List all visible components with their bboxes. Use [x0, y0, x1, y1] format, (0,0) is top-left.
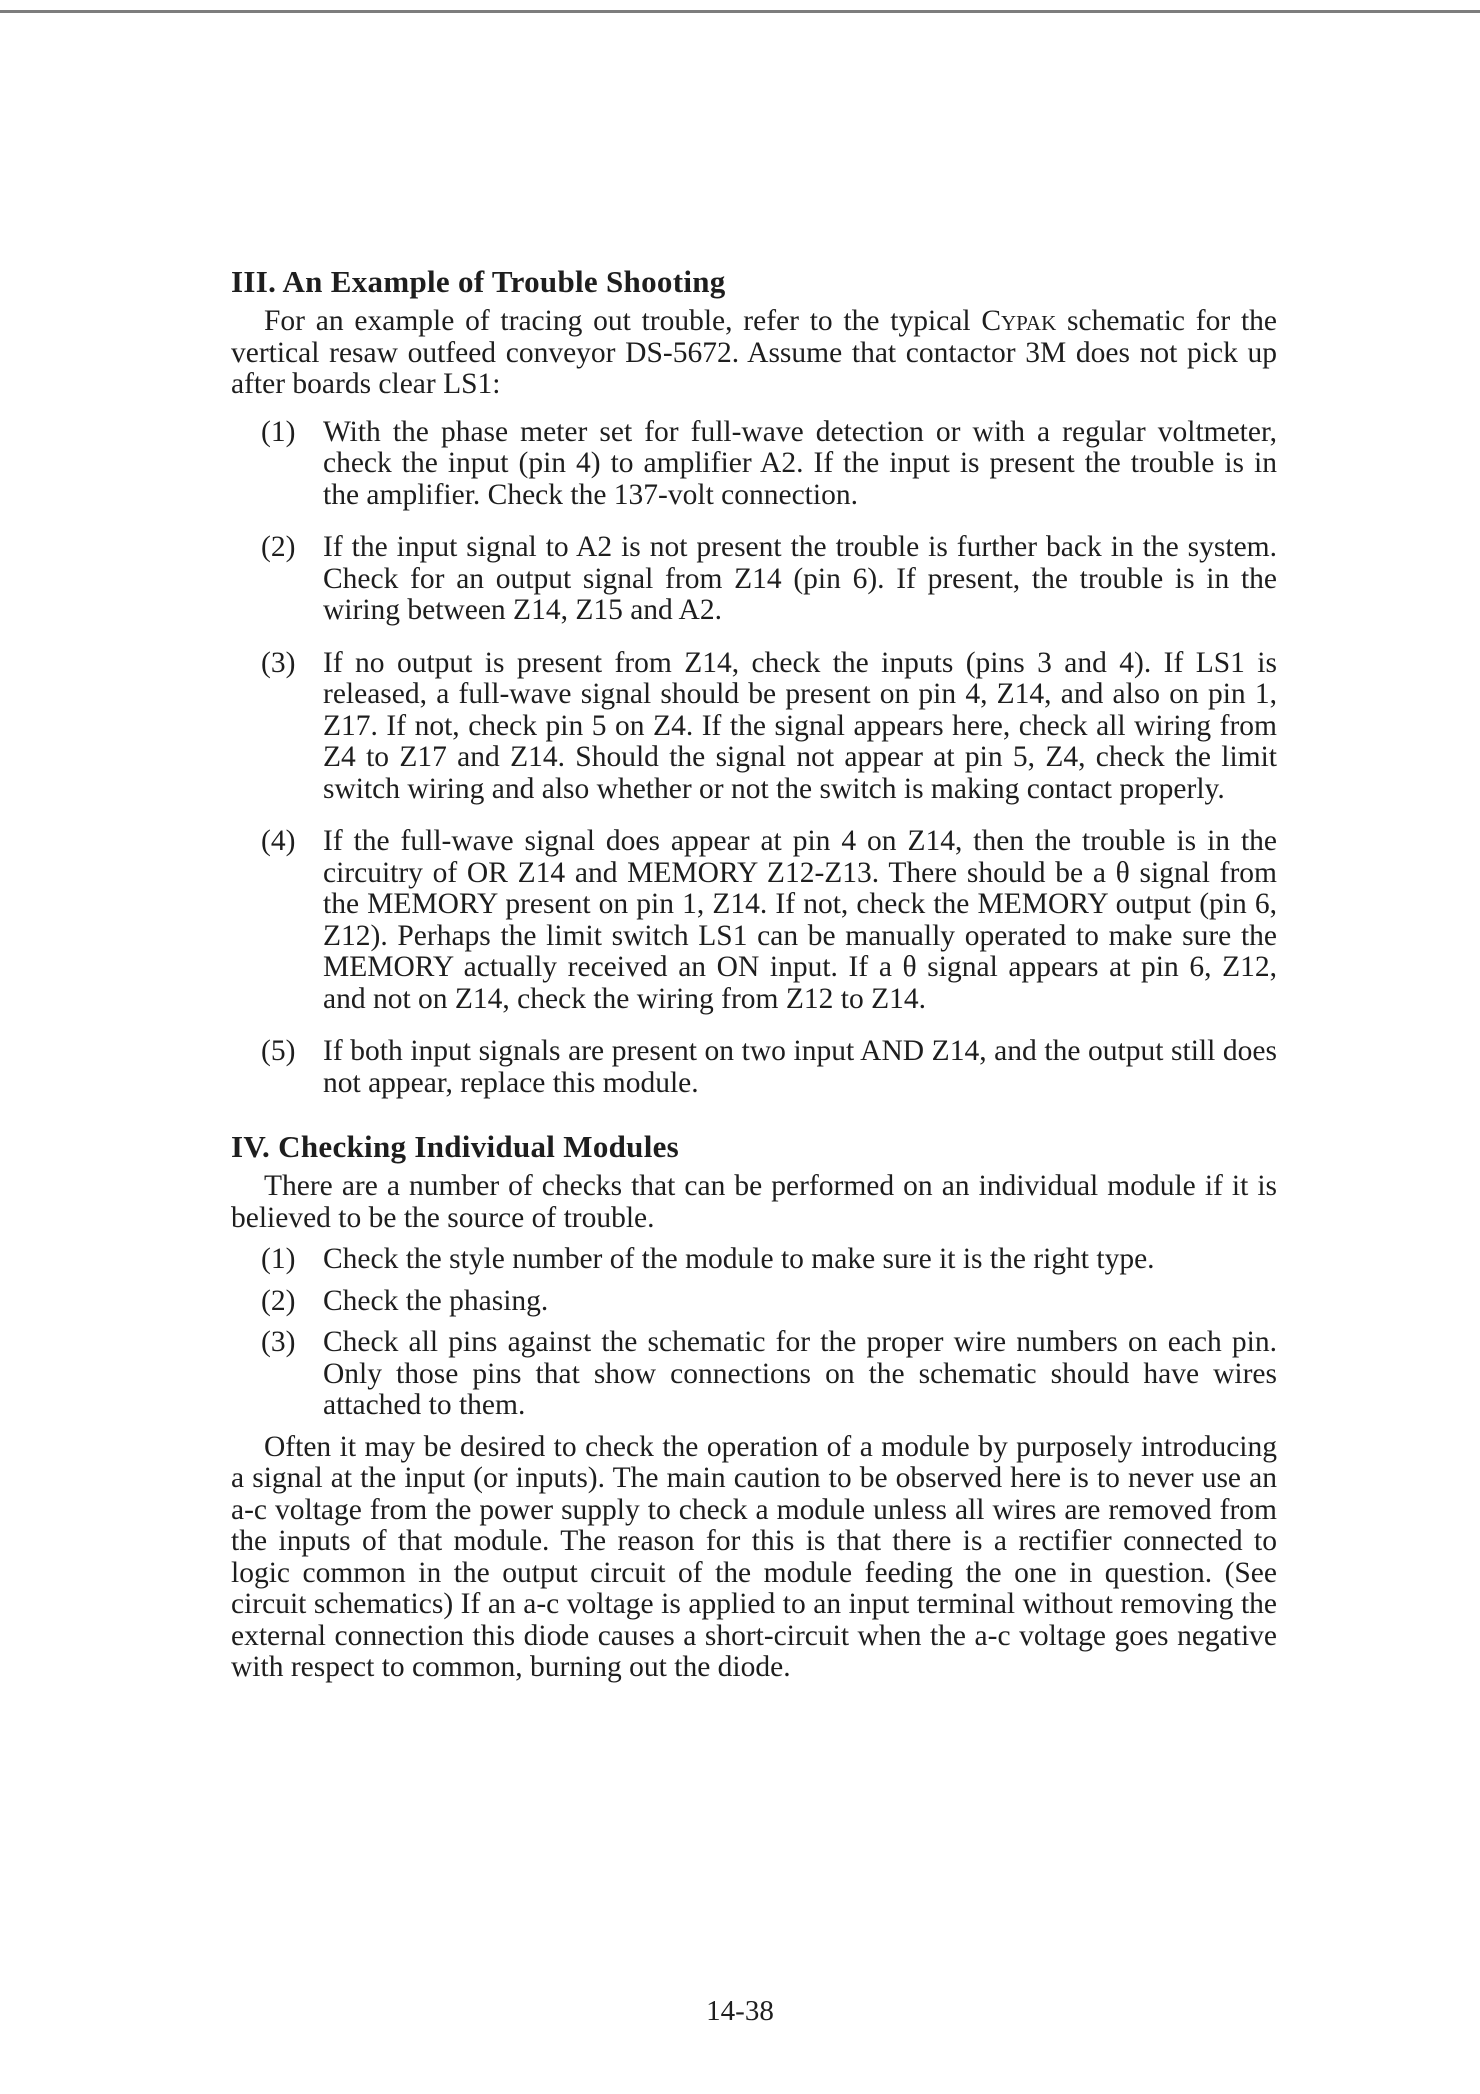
intro-text-b: schematic for the vertical resaw outfeed conveyor DS-5672. Assume that contactor 3M does not pick up after boards clear LS1:: [231, 305, 1277, 400]
item-text: If no output is present from Z14, check the inputs (pins 3 and 4). If LS1 is released, a full-wave signal should be present on pin 4, Z14, and also on pin 1, Z17. If not, check pin 5 on Z4. If the signal appears here, check all wiring from Z4 to Z17 and Z14. Should the signal not appear at pin 5, Z4, check the limit switch wiring and also whether or not the switch is making contact properly.: [323, 646, 1277, 805]
item-text: With the phase meter set for full-wave detection or with a regular voltmeter, check the input (pin 4) to amplifier A2. If the input is present the trouble is in the amplifier. Check the 137-volt connection.: [323, 415, 1277, 511]
list-item: [231, 417, 1277, 512]
list-item: [231, 532, 1277, 627]
troubleshooting-steps-list: [231, 417, 1277, 1100]
item-number: (1): [261, 415, 296, 448]
list-item: [231, 648, 1277, 806]
list-item: [231, 1327, 1277, 1422]
item-number: (3): [261, 1326, 296, 1358]
intro-text-a: For an example of tracing out trouble, refer to the typical: [264, 305, 982, 337]
list-item: [231, 826, 1277, 1015]
section-heading-3: III. An Example of Trouble Shooting: [231, 264, 726, 299]
list-item: [231, 1036, 1277, 1099]
item-text: If the full-wave signal does appear at pin 4 on Z14, then the trouble is in the circuitry of OR Z14 and MEMORY Z12-Z13. There should be a θ signal from the MEMORY present on pin 1, Z14. If not, check the MEMORY output (pin 6, Z12). Perhaps the limit switch LS1 can be manually operated to make sure the MEMORY actually received an ON input. If a θ signal appears at pin 6, Z12, and not on Z14, check the wiring from Z12 to Z14.: [323, 825, 1277, 1015]
item-text: If both input signals are present on two input AND Z14, and the output still does not appear, replace this module.: [323, 1035, 1277, 1099]
section-3-intro: [231, 306, 1277, 401]
item-text: Check the style number of the module to make sure it is the right type.: [323, 1243, 1155, 1275]
top-border-rule: [0, 10, 1480, 13]
section-4-intro: There are a number of checks that can be performed on an individual module if it is believed to be the source of trouble.: [231, 1170, 1277, 1234]
brand-name: Cypak: [981, 305, 1057, 337]
item-number: (4): [261, 825, 296, 857]
item-number: (3): [261, 646, 296, 679]
section-4-paragraph: Often it may be desired to check the operation of a module by purposely introducing a signal at the input (or inputs). The main caution to be observed here is to never use an a-c voltage from the power supply to check a module unless all wires are removed from the inputs of that module. The reason for this is that there is a rectifier connected to logic common in the output circuit of the module feeding the one in question. (See circuit schematics) If an a-c voltage is applied to an input terminal without removing the external connection this diode causes a short-circuit when the a-c voltage goes negative with respect to common, burning out the diode.: [231, 1430, 1277, 1683]
page-number: 14-38: [706, 1995, 774, 2027]
item-number: (2): [261, 531, 296, 563]
list-item: [231, 1286, 1277, 1318]
page-body: [231, 262, 1277, 1684]
item-number: (2): [261, 1284, 296, 1317]
section-heading-4: IV. Checking Individual Modules: [231, 1129, 680, 1164]
item-text: Check all pins against the schematic for the proper wire numbers on each pin. Only those pins that show connections on the schematic should have wires attached to them.: [323, 1326, 1277, 1421]
item-text: Check the phasing.: [323, 1284, 549, 1317]
item-number: (5): [261, 1035, 296, 1067]
item-text: If the input signal to A2 is not present the trouble is further back in the system. Check for an output signal from Z14 (pin 6). If present, the trouble is in the wiring between Z14, Z15 and A2.: [323, 531, 1277, 626]
item-number: (1): [261, 1243, 296, 1275]
list-item: [231, 1244, 1277, 1276]
module-checks-list: [231, 1244, 1277, 1422]
